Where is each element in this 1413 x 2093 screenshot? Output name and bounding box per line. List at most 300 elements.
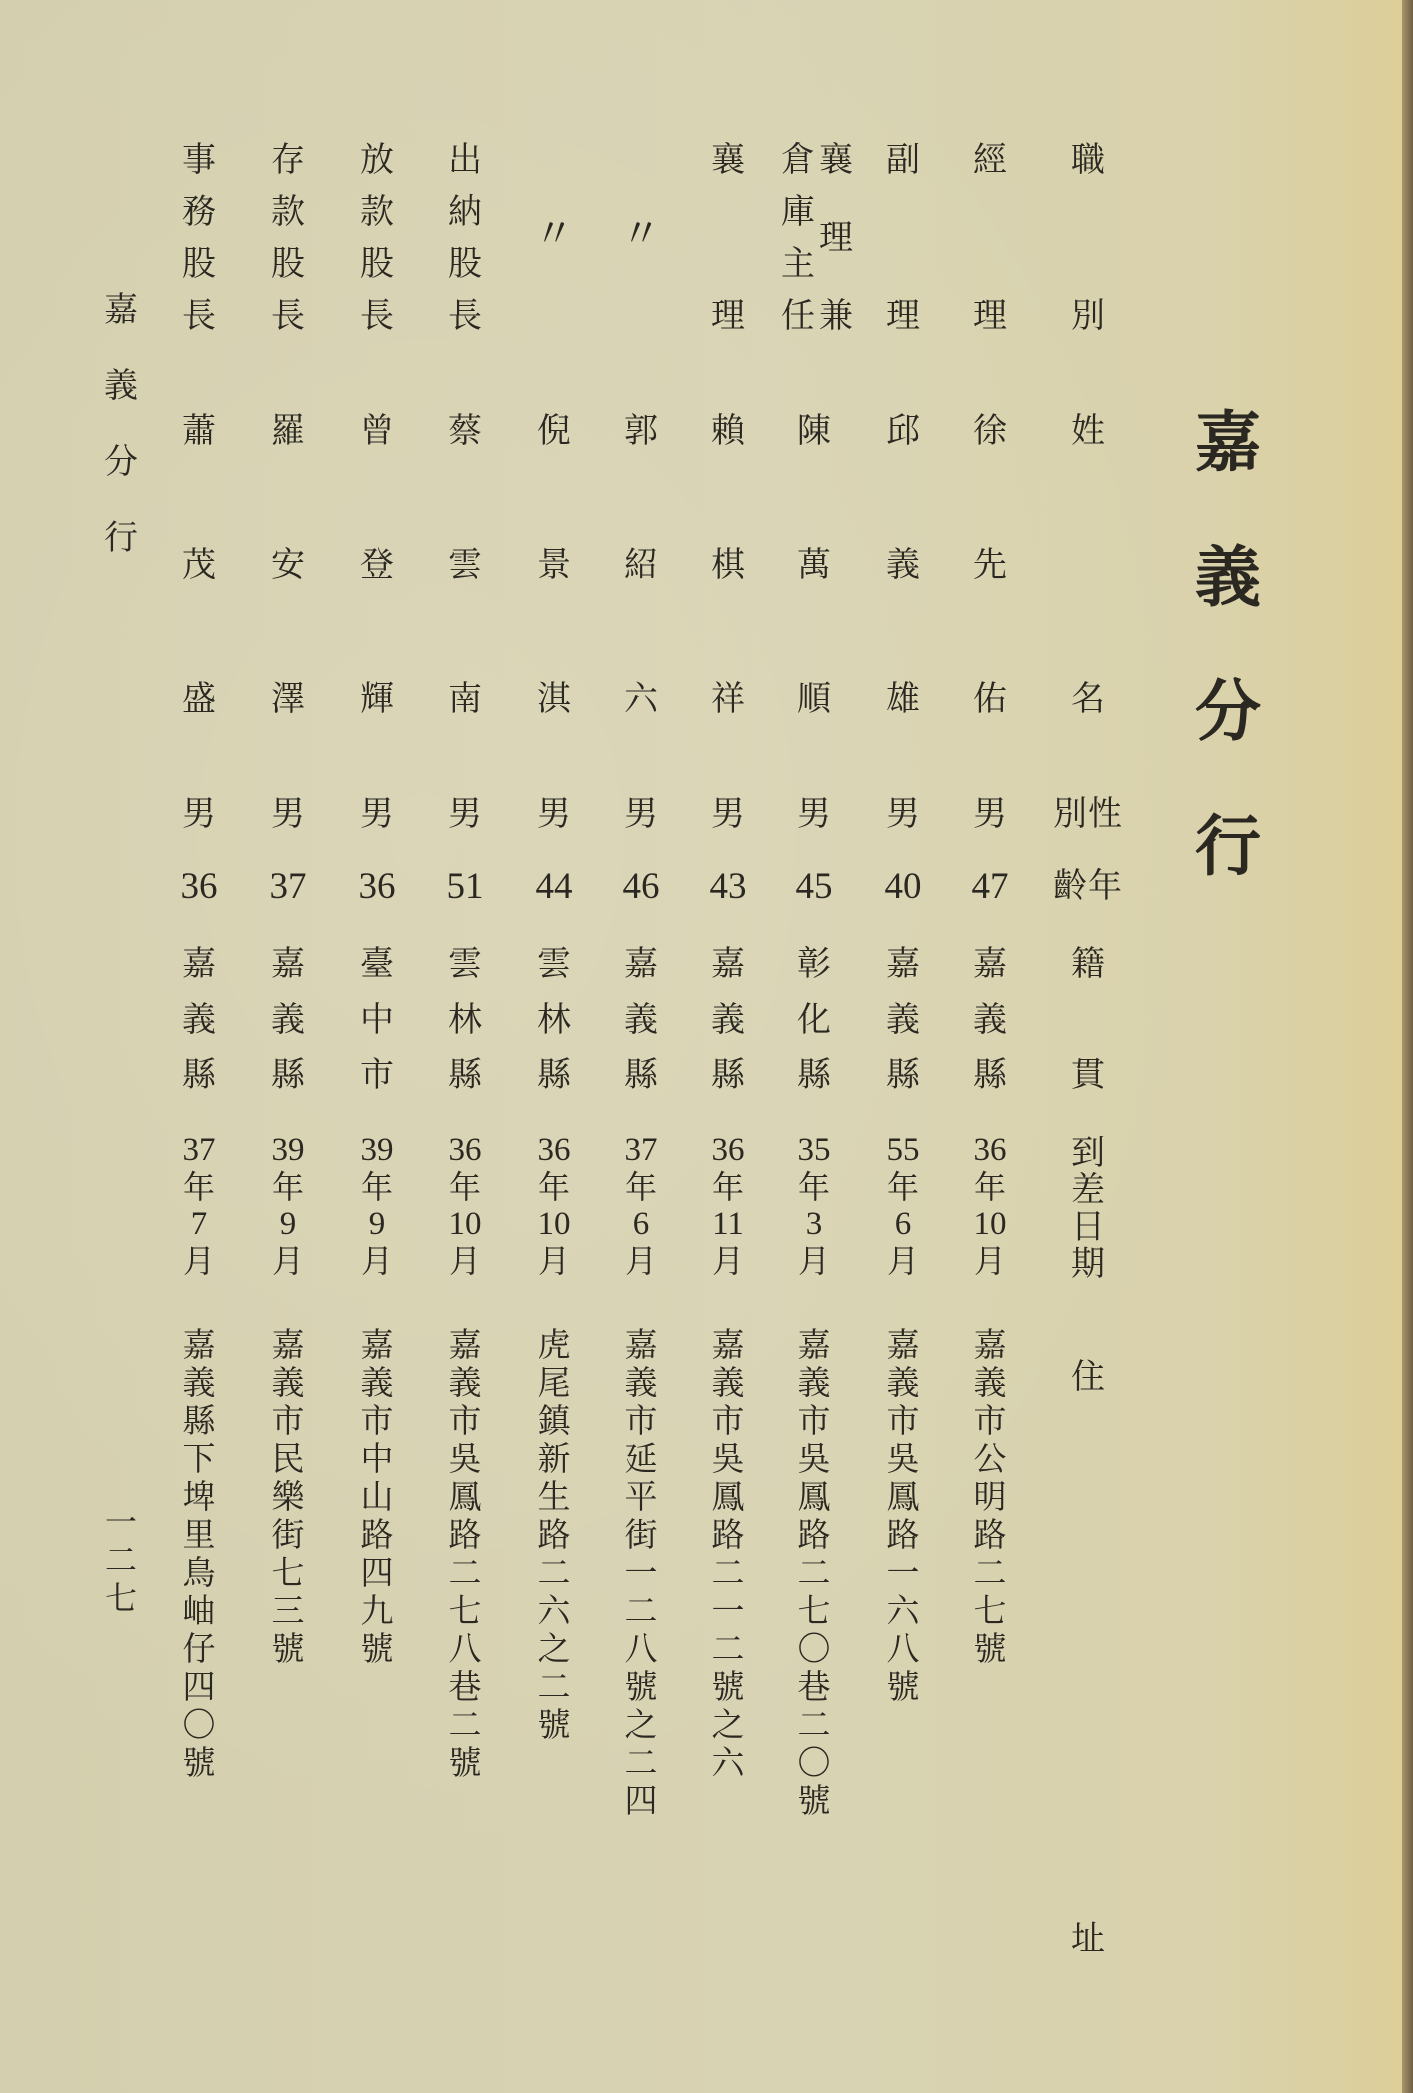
header-native-place <box>1043 944 1133 1095</box>
glyph: 路 <box>537 1515 571 1554</box>
native-place <box>683 944 773 1095</box>
glyph: 放 <box>360 140 394 180</box>
glyph: 林 <box>537 999 571 1040</box>
glyph: 義 <box>886 545 920 585</box>
glyph: 義 <box>182 999 216 1040</box>
glyph: 明 <box>973 1477 1007 1516</box>
glyph: 市 <box>624 1401 658 1440</box>
glyph: 南 <box>448 679 482 719</box>
glyph: 市 <box>448 1401 482 1440</box>
glyph: 棋 <box>711 545 745 585</box>
position <box>683 140 773 336</box>
native-place <box>243 944 333 1095</box>
arrival-year: 39 <box>360 1132 394 1168</box>
glyph: 倪 <box>537 411 571 451</box>
glyph: 二 <box>711 1629 745 1668</box>
glyph: 佑 <box>973 679 1007 719</box>
glyph: 股 <box>182 244 216 284</box>
staff-column <box>596 0 686 2093</box>
glyph: 義 <box>711 1363 745 1402</box>
age: 36 <box>180 866 218 907</box>
glyph: 縣 <box>448 1055 482 1095</box>
glyph: 日 <box>1071 1207 1105 1247</box>
position <box>420 140 510 336</box>
year-unit: 年 <box>973 1168 1006 1206</box>
staff-name <box>509 411 599 719</box>
glyph: 縣 <box>711 1055 745 1095</box>
position-line-1 <box>816 140 856 336</box>
native-place <box>420 944 510 1095</box>
glyph: 〇 <box>182 1705 216 1744</box>
glyph: 務 <box>182 192 216 232</box>
arrival-date <box>769 1132 859 1280</box>
glyph: 事 <box>182 140 216 180</box>
glyph: 六 <box>537 1591 571 1630</box>
year-unit: 年 <box>182 1168 215 1206</box>
year-unit: 年 <box>711 1168 744 1206</box>
month-unit: 月 <box>182 1242 215 1280</box>
glyph: 倉 <box>781 140 815 180</box>
arrival-month: 9 <box>368 1206 386 1242</box>
glyph: 二 <box>797 1705 831 1744</box>
gender: 男 <box>271 794 305 834</box>
glyph: 盛 <box>182 679 216 719</box>
glyph: 縣 <box>973 1055 1007 1095</box>
arrival-year: 35 <box>797 1132 831 1168</box>
glyph: 生 <box>537 1477 571 1516</box>
arrival-date <box>945 1132 1035 1280</box>
address <box>420 1326 510 1782</box>
glyph: 市 <box>360 1055 394 1095</box>
glyph: 公 <box>973 1439 1007 1478</box>
staff-name <box>858 411 948 719</box>
glyph: 嘉 <box>886 1325 920 1364</box>
glyph: 七 <box>797 1591 831 1630</box>
gender: 男 <box>711 794 745 834</box>
glyph: 嘉 <box>182 944 216 984</box>
glyph: 八 <box>624 1629 658 1668</box>
glyph: 吳 <box>448 1439 482 1478</box>
glyph: 市 <box>797 1401 831 1440</box>
age: 44 <box>535 866 573 907</box>
glyph: 長 <box>360 296 394 336</box>
month-unit: 月 <box>448 1242 481 1280</box>
arrival-date <box>332 1132 422 1280</box>
position <box>332 140 422 336</box>
address <box>945 1326 1035 1668</box>
staff-name <box>596 411 686 719</box>
glyph: 茂 <box>182 545 216 585</box>
age: 51 <box>446 866 484 907</box>
glyph: 祥 <box>711 679 745 719</box>
gender: 男 <box>360 794 394 834</box>
footer-column <box>76 0 166 2093</box>
glyph: 嘉 <box>711 1325 745 1364</box>
page-number <box>76 1503 166 1617</box>
glyph: 嘉 <box>624 1325 658 1364</box>
glyph: 嘉 <box>1195 403 1261 481</box>
glyph: 萬 <box>797 545 831 585</box>
arrival-month: 11 <box>712 1206 744 1242</box>
arrival-year: 36 <box>448 1132 482 1168</box>
glyph: 理 <box>711 296 745 336</box>
staff-name <box>769 411 859 719</box>
glyph: 義 <box>624 999 658 1040</box>
glyph: 岫 <box>182 1591 216 1630</box>
glyph: 淇 <box>537 679 571 719</box>
glyph: 分 <box>104 442 138 482</box>
glyph: 分 <box>1195 672 1261 751</box>
arrival-month: 10 <box>448 1206 482 1242</box>
glyph: 林 <box>448 999 482 1040</box>
header-age: 年齡 <box>1053 866 1123 906</box>
glyph: 市 <box>360 1401 394 1440</box>
glyph: 路 <box>448 1515 482 1554</box>
arrival-month: 10 <box>537 1206 571 1242</box>
age: 37 <box>269 866 307 907</box>
native-place <box>769 944 859 1095</box>
gender: 男 <box>797 794 831 834</box>
arrival-month: 6 <box>632 1206 650 1242</box>
staff-name <box>683 411 773 719</box>
glyph: 址 <box>1071 1919 1105 1959</box>
glyph: 縣 <box>624 1055 658 1095</box>
glyph: 郭 <box>624 411 658 451</box>
glyph: 路 <box>360 1515 394 1554</box>
glyph: 鎮 <box>537 1401 571 1440</box>
age: 45 <box>795 866 833 907</box>
glyph: 副 <box>886 140 920 180</box>
glyph: 號 <box>271 1629 305 1668</box>
glyph: 一 <box>886 1553 920 1592</box>
address <box>243 1326 333 1668</box>
glyph: 義 <box>182 1363 216 1402</box>
glyph: 納 <box>448 192 482 232</box>
glyph: 主 <box>781 244 815 284</box>
header-column <box>1043 0 1133 2093</box>
glyph: 縣 <box>182 1055 216 1095</box>
glyph: 行 <box>104 518 138 558</box>
glyph: 股 <box>448 244 482 284</box>
glyph: 二 <box>448 1705 482 1744</box>
glyph: 埤 <box>182 1477 216 1516</box>
glyph: 到 <box>1071 1133 1105 1173</box>
glyph: 存 <box>271 140 305 180</box>
glyph: 徐 <box>973 411 1007 451</box>
glyph: 鳥 <box>182 1553 216 1592</box>
gender: 男 <box>182 794 216 834</box>
arrival-year: 55 <box>886 1132 920 1168</box>
glyph: 四 <box>624 1781 658 1820</box>
glyph: 二 <box>537 1553 571 1592</box>
glyph: 下 <box>182 1439 216 1478</box>
glyph: 長 <box>271 296 305 336</box>
ditto-mark: 〃 <box>621 211 661 257</box>
arrival-date <box>509 1132 599 1280</box>
glyph: 路 <box>886 1515 920 1554</box>
glyph: 市 <box>973 1401 1007 1440</box>
arrival-year: 36 <box>711 1132 745 1168</box>
header-position <box>1043 140 1133 336</box>
glyph: 嘉 <box>104 290 138 330</box>
glyph: 縣 <box>271 1055 305 1095</box>
header-name <box>1043 411 1133 719</box>
glyph: 籍 <box>1071 944 1105 984</box>
glyph: 義 <box>973 1363 1007 1402</box>
glyph: 紹 <box>624 545 658 585</box>
glyph: 鳳 <box>711 1477 745 1516</box>
glyph: 期 <box>1071 1244 1105 1284</box>
glyph: 里 <box>182 1515 216 1554</box>
glyph: 鳳 <box>886 1477 920 1516</box>
glyph: 嘉 <box>360 1325 394 1364</box>
staff-column <box>243 0 333 2093</box>
glyph: 二 <box>624 1743 658 1782</box>
arrival-date <box>154 1132 244 1280</box>
glyph: 義 <box>1195 537 1261 616</box>
gender: 男 <box>886 794 920 834</box>
glyph: 虎 <box>537 1325 571 1364</box>
staff-column <box>332 0 422 2093</box>
age: 47 <box>971 866 1009 907</box>
glyph: 義 <box>886 999 920 1040</box>
glyph: 出 <box>448 140 482 180</box>
glyph: 蕭 <box>182 411 216 451</box>
staff-column <box>858 0 948 2093</box>
glyph: 股 <box>360 244 394 284</box>
glyph: 澤 <box>271 679 305 719</box>
glyph: 中 <box>360 1439 394 1478</box>
running-head <box>76 290 166 558</box>
glyph: 雲 <box>448 944 482 984</box>
glyph: 義 <box>973 999 1007 1040</box>
glyph: 彰 <box>797 944 831 984</box>
staff-name <box>945 411 1035 719</box>
glyph: 臺 <box>360 944 394 984</box>
month-unit: 月 <box>711 1242 744 1280</box>
glyph: 四 <box>360 1553 394 1592</box>
glyph: 二 <box>104 1541 137 1579</box>
staff-column <box>154 0 244 2093</box>
glyph: 雄 <box>886 679 920 719</box>
address <box>332 1326 422 1668</box>
address <box>509 1326 599 1744</box>
arrival-date <box>420 1132 510 1280</box>
glyph: 六 <box>886 1591 920 1630</box>
position <box>243 140 333 336</box>
glyph: 三 <box>271 1591 305 1630</box>
glyph: 住 <box>1071 1357 1105 1397</box>
glyph: 吳 <box>886 1439 920 1478</box>
page-title <box>1178 403 1278 885</box>
glyph: 路 <box>973 1515 1007 1554</box>
position <box>154 140 244 336</box>
glyph: 雲 <box>448 545 482 585</box>
staff-column <box>945 0 1035 2093</box>
staff-column <box>420 0 510 2093</box>
glyph: 輝 <box>360 679 394 719</box>
glyph: 義 <box>448 1363 482 1402</box>
glyph: 理 <box>973 296 1007 336</box>
glyph: 街 <box>271 1515 305 1554</box>
arrival-date <box>858 1132 948 1280</box>
glyph: 中 <box>360 999 394 1040</box>
arrival-year: 39 <box>271 1132 305 1168</box>
glyph: 襄 <box>711 140 745 180</box>
glyph: 長 <box>182 296 216 336</box>
glyph: 號 <box>182 1743 216 1782</box>
glyph: 七 <box>271 1553 305 1592</box>
glyph: 職 <box>1071 140 1105 180</box>
glyph: 義 <box>271 999 305 1040</box>
glyph: 股 <box>271 244 305 284</box>
arrival-month: 3 <box>805 1206 823 1242</box>
staff-column <box>509 0 599 2093</box>
glyph: 九 <box>360 1591 394 1630</box>
position <box>858 140 948 336</box>
month-unit: 月 <box>797 1242 830 1280</box>
glyph: 名 <box>1071 679 1105 719</box>
glyph: 七 <box>973 1591 1007 1630</box>
glyph: 行 <box>1195 806 1261 885</box>
glyph: 巷 <box>448 1667 482 1706</box>
glyph: 之 <box>537 1629 571 1668</box>
glyph: 市 <box>271 1401 305 1440</box>
year-unit: 年 <box>537 1168 570 1206</box>
page-edge-tint <box>1332 0 1402 2093</box>
glyph: 號 <box>797 1781 831 1820</box>
address <box>769 1326 859 1820</box>
glyph: 縣 <box>182 1401 216 1440</box>
native-place <box>945 944 1035 1095</box>
address <box>858 1326 948 1706</box>
glyph: 街 <box>624 1515 658 1554</box>
glyph: 登 <box>360 545 394 585</box>
glyph: 七 <box>448 1591 482 1630</box>
glyph: 理 <box>819 218 853 258</box>
book-spine-edge <box>1402 0 1413 2093</box>
glyph: 兼 <box>819 296 853 336</box>
glyph: 賴 <box>711 411 745 451</box>
glyph: 庫 <box>781 192 815 232</box>
glyph: 仔 <box>182 1629 216 1668</box>
glyph: 差 <box>1071 1170 1105 1210</box>
glyph: 八 <box>886 1629 920 1668</box>
native-place <box>332 944 422 1095</box>
glyph: 縣 <box>886 1055 920 1095</box>
address <box>596 1326 686 1820</box>
native-place <box>509 944 599 1095</box>
glyph: 嘉 <box>797 1325 831 1364</box>
glyph: 之 <box>711 1705 745 1744</box>
glyph: 襄 <box>819 140 853 180</box>
glyph: 安 <box>271 545 305 585</box>
glyph: 別 <box>1071 296 1105 336</box>
arrival-date <box>683 1132 773 1280</box>
month-unit: 月 <box>886 1242 919 1280</box>
glyph: 任 <box>781 296 815 336</box>
glyph: 二 <box>624 1591 658 1630</box>
glyph: 嘉 <box>624 944 658 984</box>
glyph: 一 <box>711 1591 745 1630</box>
glyph: 嘉 <box>973 944 1007 984</box>
staff-column <box>683 0 773 2093</box>
glyph: 吳 <box>711 1439 745 1478</box>
arrival-date <box>596 1132 686 1280</box>
month-unit: 月 <box>271 1242 304 1280</box>
glyph: 姓 <box>1071 411 1105 451</box>
glyph: 二 <box>973 1553 1007 1592</box>
glyph: 市 <box>886 1401 920 1440</box>
glyph: 市 <box>711 1401 745 1440</box>
arrival-year: 37 <box>182 1132 216 1168</box>
native-place <box>858 944 948 1095</box>
native-place <box>154 944 244 1095</box>
glyph: 義 <box>886 1363 920 1402</box>
glyph: 號 <box>886 1667 920 1706</box>
glyph: 二 <box>797 1553 831 1592</box>
glyph: 義 <box>360 1363 394 1402</box>
staff-name <box>243 411 333 719</box>
glyph: 化 <box>797 999 831 1040</box>
glyph: 一 <box>624 1553 658 1592</box>
glyph: 義 <box>271 1363 305 1402</box>
arrival-month: 7 <box>190 1206 208 1242</box>
glyph: 號 <box>973 1629 1007 1668</box>
header-address <box>1043 1357 1133 1959</box>
age: 36 <box>358 866 396 907</box>
glyph: 雲 <box>537 944 571 984</box>
glyph: 景 <box>537 545 571 585</box>
arrival-year: 37 <box>624 1132 658 1168</box>
age: 46 <box>622 866 660 907</box>
glyph: 鳳 <box>797 1477 831 1516</box>
glyph: 嘉 <box>182 1325 216 1364</box>
year-unit: 年 <box>360 1168 393 1206</box>
month-unit: 月 <box>624 1242 657 1280</box>
arrival-year: 36 <box>537 1132 571 1168</box>
glyph: 之 <box>624 1705 658 1744</box>
arrival-month: 6 <box>894 1206 912 1242</box>
glyph: 巷 <box>797 1667 831 1706</box>
glyph: 七 <box>104 1579 137 1617</box>
header-gender: 性別 <box>1053 794 1123 834</box>
glyph: 延 <box>624 1439 658 1478</box>
glyph: 二 <box>448 1553 482 1592</box>
glyph: 鳳 <box>448 1477 482 1516</box>
glyph: 號 <box>537 1705 571 1744</box>
glyph: 款 <box>271 192 305 232</box>
position-line-2 <box>778 140 818 336</box>
arrival-month: 9 <box>279 1206 297 1242</box>
glyph: 義 <box>104 366 138 406</box>
glyph: 平 <box>624 1477 658 1516</box>
glyph: 嘉 <box>886 944 920 984</box>
glyph: 順 <box>797 679 831 719</box>
position <box>945 140 1035 336</box>
month-unit: 月 <box>360 1242 393 1280</box>
glyph: 號 <box>711 1667 745 1706</box>
glyph: 一 <box>104 1503 137 1541</box>
year-unit: 年 <box>448 1168 481 1206</box>
glyph: 民 <box>271 1439 305 1478</box>
glyph: 義 <box>624 1363 658 1402</box>
staff-name <box>420 411 510 719</box>
glyph: 經 <box>973 140 1007 180</box>
glyph: 四 <box>182 1667 216 1706</box>
staff-column <box>769 0 859 2093</box>
glyph: 路 <box>797 1515 831 1554</box>
